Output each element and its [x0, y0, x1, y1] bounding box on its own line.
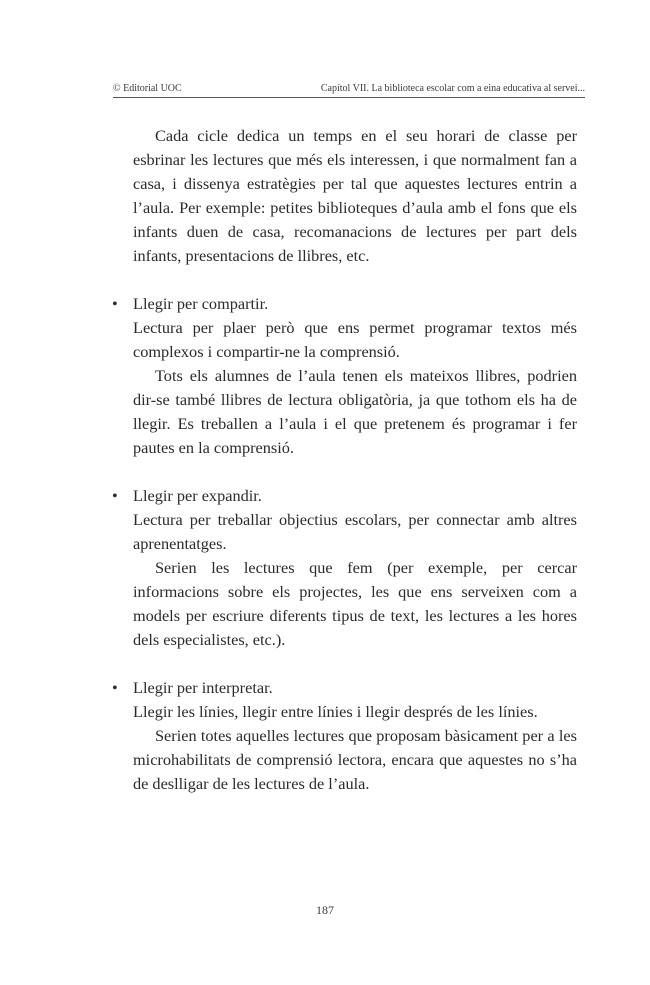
item-detail: Tots els alumnes de l’aula tenen els mateixos llibres, podrien dir-se també llibres de lectura obligatòria, ja que tothom els ha de llegir. Es treballen a l’aula i el que pretenem és programar i fer pautes en la comprensió. [133, 366, 577, 457]
list-item [112, 292, 577, 460]
item-title: Llegir per expandir. [133, 486, 262, 505]
item-definition: Lectura per plaer però que ens permet programar textos més complexos i compartir-ne la comprensió. [133, 318, 577, 361]
page-body [112, 124, 577, 796]
running-header [113, 83, 585, 98]
item-definition: Lectura per treballar objectius escolars, per connectar amb altres aprenentatges. [133, 510, 577, 553]
bullet-icon: • [112, 678, 118, 697]
item-detail: Serien les lectures que fem (per exemple, per cercar informacions sobre els projectes, les que ens serveixen com a models per escriure diferents tipus de text, les lectures a les hores dels especialistes, etc.). [133, 558, 577, 649]
item-title: Llegir per compartir. [133, 294, 269, 313]
intro-paragraph: Cada cicle dedica un temps en el seu horari de classe per esbrinar les lectures que més els interessen, i que normalment fan a casa, i dissenya estratègies per tal que aquestes lectures entrin a l’aula. Per exemple: petites biblioteques d’aula amb el fons que els infants duen de casa, recomanacions de lectures per part dels infants, presentacions de llibres, etc. [133, 126, 577, 265]
bullet-icon: • [112, 294, 118, 313]
header-publisher: © Editorial UOC [113, 83, 182, 94]
item-title: Llegir per interpretar. [133, 678, 273, 697]
item-definition: Llegir les línies, llegir entre línies i llegir després de les línies. [133, 702, 538, 721]
list-item [112, 484, 577, 652]
list-item [112, 676, 577, 796]
page-number: 187 [316, 903, 334, 917]
header-chapter-title: Capítol VII. La biblioteca escolar com a eina educativa al servei... [320, 83, 585, 94]
item-detail: Serien totes aquelles lectures que proposam bàsicament per a les microhabilitats de comprensió lectora, encara que aquestes no s’ha de deslligar de les lectures de l’aula. [133, 726, 577, 793]
bullet-icon: • [112, 486, 118, 505]
